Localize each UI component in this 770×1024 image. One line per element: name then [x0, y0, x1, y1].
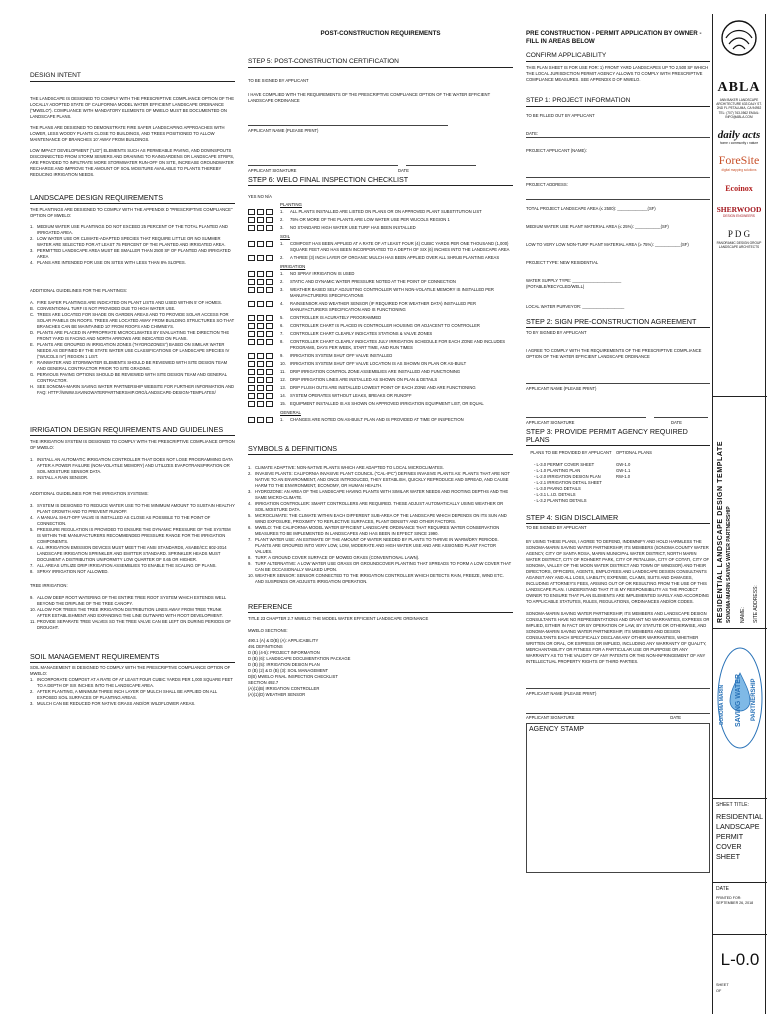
step6-title: STEP 6: WELO FINAL INSPECTION CHECKLIST	[248, 176, 513, 186]
checklist-number: 1.	[280, 271, 284, 276]
checklist-text: CONTROLLER IS ACURATELY PROGRAMMED	[290, 315, 382, 320]
checkbox-na[interactable]	[266, 315, 273, 321]
checkbox-no[interactable]	[257, 339, 264, 345]
irrigation-section-label: IRRIGATION	[280, 264, 306, 269]
step2-text: I AGREE TO COMPLY WITH THE REQUIREMENTS OF THE PRESCRIPTIVE COMPLIANCE OPTION OF THE WATER EFFICIENT LANDSCAPE ORDINANCE	[526, 348, 702, 359]
checkbox-no[interactable]	[257, 377, 264, 383]
checklist-row	[248, 279, 513, 285]
sherwood-logo: SHERWOOD	[716, 205, 762, 215]
definition-item: 10. WEATHER SENSOR: SENSOR CONNECTED TO THE IRRIGATION CONTROLLER WHICH DETECTS RAIN, FREEZE, WIND ETC. AND SUSPENDS OR ADJUSTS IRRIGATION OPERATION.	[248, 573, 504, 584]
mwelo-section-item: D(B) MWELO FINAL INSPECTION CHECKLIST	[248, 674, 338, 679]
definition-item: 7. PLANT WATER USE: AN ESTIMATE OF THE AMOUNT OF WATER NEEDED BY PLANTS TO THRIVE IN WARM/DRY PERIODS. PLANTS ARE GROUPED INTO VERY LOW, LOW, MODERATE AND HIGH WATER USE AND ARE ASSIGNED PLANT FACTOR VALUES.	[248, 537, 499, 554]
printed-date: PRINTED FOR: SEPTEMBER 26, 2018	[716, 896, 754, 905]
applicant-name-line-3[interactable]	[526, 679, 710, 689]
checkbox-na[interactable]	[266, 255, 273, 261]
checklist-text: EQUIPMENT INSTALLED IS AS SHOWN ON APPROVED IRRIGATION EQUIPMENT LIST, OR EQUAL	[290, 401, 484, 406]
irrigation-guidelines-list	[30, 503, 235, 575]
pdg-logo: P D G	[727, 228, 751, 239]
date-label-3: DATE	[670, 713, 710, 721]
column-pre-construction	[526, 30, 710, 873]
checklist-row	[248, 217, 513, 223]
sonoma-marin-text: SONOMA MARIN	[719, 684, 725, 725]
checklist-text: CONTROLLER CHART CLEARLY INDICATES STATIONS & VALVE ZONES	[290, 331, 433, 336]
list-item: 1. MEDIUM WATER USE PLANTINGS DO NOT EXCEED 25 PERCENT OF THE TOTAL PLANTED AND IRRIGATED AREA.	[30, 224, 228, 235]
checklist-number: 5.	[280, 315, 284, 320]
list-item: 5. PRESSURE REGULATION IS PROVIDED TO ENSURE THE DYNAMIC PRESSURE OF THE SYSTEM IS WITHIN THE MANUFACTURERS RECOMMENDED PRESSURE RANGE FOR THE IRRIGATION COMPONENTS.	[30, 527, 231, 544]
mwelo-section-item: D (B) (2) & D (B) (3): SOIL MANAGEMENT	[248, 668, 329, 673]
checklist-text: WEATHER BASED SELF ADJUSTING CONTROLLER WITH NON-VOLATILE MEMORY IS INSTALLED PER MANUFACTURERS SPECIFICATIONS	[290, 287, 494, 298]
checklist-text: IRRIGATION SYSTEM SHUT OFF VALVE LOCATION IS AS SHOWN ON PLAN OR AS-BUILT	[290, 361, 467, 366]
daily-acts-logo: daily acts	[717, 129, 761, 142]
step2-signed-note: TO BY SIGNED BY APPLICANT	[526, 330, 587, 335]
checkbox-no[interactable]	[257, 417, 264, 423]
checklist-number: 11.	[280, 369, 286, 374]
disclaimer-paragraph-1: BY USING THESE PLANS, I AGREE TO DEFEND, INDEMNIFY AND HOLD HARMLESS THE SONOMA-MARIN SAVING WATER PARTNERSHIP, ITS MEMBERS (SONOMA COUNTY WATER AGENCY, CITY OF SANTA ROSA, MARIN MUNICIPAL WATER DISTRICT, NORTH MARIN WATER DISTRICT, CITY OF ROHNERT PARK, CITY OF PETALUMA, CITY OF COTATI, CITY OF SONOMA, VALLEY OF THE MOON WATER DISTRICT AND TOWN OF WINDSOR) AND THEIR DIRECTORS, OFFICERS, AGENTS, EMPLOYEES AND LANDSCAPE DESIGN CONSULTANTS AGAINST ANY AND ALL LOSS, LIABILITY, EXPENSE, CLAIMS, SUITS AND DAMAGES, INCLUDING ATTORNEY'S FEES, ARISING OUT OF OR RESULTING FROM THE USE OF THIS LANDSCAPE PLAN. I UNDERSTAND THAT IT IS MY RESPONSIBILITY AS THE PROJECT OWNER TO ENSURE THAT PLAN ELEMENTS ARE IMPLEMENTED SAFELY AND ACCORDING TO APPLICABLE STATUTES, RULES, REGULATIONS, ORDINANCES AND/OR CODES.	[526, 539, 710, 604]
checklist-row	[248, 209, 513, 215]
definition-item: 6. MWELO: THE CALIFORNIA MODEL WATER EFFICIENT LANDSCAPE ORDINANCE THAT REQUIRES WATER CONSERVATION MEASURES TO BE IMPLEMENTED IN LANDSCAPES AND HAS BEEN IN EFFECT SINCE 1990.	[248, 525, 500, 536]
definition-item: 2. INVASIVE PLANTS: CALIFORNIA INVASIVE PLANT COUNCIL ("CAL-IPC") DEFINES INVASIVE PLANTS AS: PLANTS THAT ARE NOT NATIVE TO AN ENVIRONMENT, AND ONCE INTRODUCED, THEY ESTABLISH, QUICKLY REPRODUCE AND SPREAD, AND CAUSE HARM TO THE ENVIRONMENT, ECONOMY, OR HUMAN HEALTH.	[248, 471, 510, 488]
list-item: 11. PROVIDE SEPARATE TREE VALVES SO THE TREE VALVE CAN BE LEFT ON DURING PERIODS OF DROUGHT.	[30, 619, 231, 630]
checkbox-na[interactable]	[266, 393, 273, 399]
column-post-construction	[248, 30, 513, 698]
list-item: E. PLANTS ARE GROUPED IN IRRIGATION ZONES ("HYDROZONES") BASED ON SIMILAR WATER NEEDS AS DEFINED BY THE STATE WATER USE CLASSIFICATIONS OF LANDSCAPE SPECIES IV ("WUCOLS IV") REGION 1 LIST.	[30, 342, 230, 359]
irrigation-requirements-title: IRRIGATION DESIGN REQUIREMENTS AND GUIDELINES	[30, 426, 235, 436]
landscape-requirements-list	[30, 224, 235, 266]
date-label-2: DATE	[671, 420, 682, 425]
checklist-number: 1.	[280, 241, 284, 246]
foresite-logo: ForeSite	[718, 153, 760, 168]
daily-acts-tagline: home • community • nature	[719, 141, 759, 146]
sheet-number: L-0.0	[720, 950, 760, 969]
sheet-title: RESIDENTIAL LANDSCAPE PERMIT COVER SHEET	[716, 812, 763, 861]
step4-signed-note: TO BE SIGNED BY APPLICANT	[526, 525, 587, 530]
list-item: 8. SPRAY IRRIGATION NOT ALLOWED.	[30, 569, 109, 574]
date-line-2[interactable]	[654, 408, 708, 418]
checklist-text: 75% OR MORE OF THE PLANTS ARE LOW WATER USE PER WUCOLS REGION 1	[290, 217, 450, 222]
applicant-signature-line[interactable]	[248, 156, 398, 166]
checkbox-no[interactable]	[257, 301, 264, 307]
checklist-row	[248, 287, 513, 299]
checkbox-no[interactable]	[257, 225, 264, 231]
checklist-row	[248, 417, 513, 423]
checkbox-yes[interactable]	[248, 323, 255, 329]
checklist-row	[248, 353, 513, 359]
soil-requirements-intro: SOIL MANAGEMENT IS DESIGNED TO COMPLY WITH THE PRESCRIPTIVE COMPLIANCE OPTION OF MWELO:	[30, 665, 231, 676]
tree-irrigation-list	[30, 595, 235, 631]
optional-plan-item: GW-1.0	[616, 462, 631, 467]
required-plan-item: - L-2.0 IRRIGATION DESIGN PLAN	[534, 474, 601, 479]
planting-guidelines-list	[30, 300, 235, 396]
checkbox-na[interactable]	[266, 279, 273, 285]
name-field-label: NAME:	[740, 607, 746, 623]
confirm-applicability-text: THIS PLAN SHEET IS FOR USE FOR: 1) FRONT YARD LANDSCAPES UP TO 2,500 SF WHICH THE LOCAL JURISDICTION PERMIT AGENCY ALLOWS TO COMPLY WITH PRESCRIPTIVE COMPLIANCE MEASURES. SEE APPENDIX D OF MWELO.	[526, 65, 709, 82]
checklist-number: 1.	[280, 209, 284, 214]
checkbox-yes[interactable]	[248, 361, 255, 367]
checklist-row	[248, 385, 513, 391]
soil-section-label: SOIL	[280, 234, 291, 239]
post-construction-header: POST-CONSTRUCTION REQUIREMENTS	[320, 30, 441, 37]
project-applicant-line[interactable]	[526, 168, 710, 178]
mwelo-section-item: 491 DEFINITIONS	[248, 644, 283, 649]
site-address-field-label: SITE ADDRESS:	[753, 585, 759, 623]
planting-checklist	[248, 209, 513, 231]
checkbox-na[interactable]	[266, 287, 273, 293]
checklist-text: DRIP FLUSH OUTS ARE INSTALLED LOWEST POINT OF EACH ZONE AND ARE FUNCTIONING	[290, 385, 476, 390]
plans-optional-list	[616, 462, 630, 504]
checkbox-yes[interactable]	[248, 287, 255, 293]
checkbox-yes[interactable]	[248, 401, 255, 407]
checkbox-no[interactable]	[257, 361, 264, 367]
checklist-row	[248, 315, 513, 321]
checkbox-no[interactable]	[257, 323, 264, 329]
checkbox-na[interactable]	[266, 217, 273, 223]
irrigation-checklist	[248, 271, 513, 407]
list-item: 2. LOW WATER USE OR CLIMATE-ADAPTED SPECIES THAT REQUIRE LITTLE OR NO SUMMER WATER ARE SELECTED FOR AT LEAST 75 PERCENT OF THE PLANTED AND IRRIGATED AREA.	[30, 236, 226, 247]
required-plan-item: - L-2.1 IRRIGATION DETAIL SHEET	[534, 480, 602, 485]
mwelo-section-item: 490.1 (A) & D(B) (A): APPLICABILITY	[248, 638, 319, 643]
checkbox-no[interactable]	[257, 209, 264, 215]
checkbox-na[interactable]	[266, 401, 273, 407]
checklist-text: SYSTEM OPERATES WITHOUT LEAKS, BREAKS OR RUNOFF	[290, 393, 412, 398]
checklist-text: NO SPRAY IRRIGATION IS USED	[290, 271, 355, 276]
checkbox-no[interactable]	[257, 217, 264, 223]
planting-section-label: PLANTING	[280, 202, 302, 207]
checklist-number: 14.	[280, 393, 286, 398]
mwelo-section-item: D (B) (4-5): PROJECT INFORMATION	[248, 650, 320, 655]
sheet-of-label: SHEET OF	[716, 983, 729, 993]
ecoinox-logo: Ecoinox	[725, 184, 753, 194]
definition-item: 1. CLIMATE ADAPTIVE: NON-NATIVE PLANTS WHICH ARE ADAPTED TO LOCAL MICROCLIMATES.	[248, 465, 444, 470]
soil-requirements-list	[30, 677, 235, 707]
checklist-row	[248, 225, 513, 231]
required-plan-item: - L-1.0 PLANTING PLAN	[534, 468, 581, 473]
checkbox-na[interactable]	[266, 271, 273, 277]
checkbox-no[interactable]	[257, 385, 264, 391]
list-item: 9. ALLOW DEEP ROOT WATERING OF THE ENTIRE TREE ROOT SYSTEM WHICH EXTENDS WELL BEYOND THE DRIPLINE OF THE TREE CANOPY.	[30, 595, 227, 606]
applicant-signature-label-3: APPLICANT SIGNATURE	[526, 713, 670, 721]
checklist-text: CHANGES ARE NOTED ON AS-BUILT PLAN AND IS PROVIDED AT TIME OF INSPECTION	[290, 417, 464, 422]
list-item: 3. SYSTEM IS DESIGNED TO REDUCE WATER USE TO THE MINIMUM AMOUNT TO SUSTAIN HEALTHY PLANT GROWTH AND TO PREVENT RUNOFF.	[30, 503, 235, 514]
step3-title: STEP 3: PROVIDE PERMIT AGENCY REQUIRED PLANS	[526, 428, 710, 446]
step5-title: STEP 5: POST-CONSTRUCTION CERTIFICATION	[248, 58, 513, 68]
plans-optional-header: OPTIONAL PLANS	[616, 450, 652, 455]
water-purveyor-field[interactable]: LOCAL WATER PURVEYOR: __________________	[526, 304, 625, 309]
checklist-text: COMPOST HAS BEEN APPLIED AT A RATE OF AT LEAST FOUR (4) CUBIC YARDS PER ONE THOUSAND (1,000) SQUARE FEET AND HAS BEEN INCORPORATED TO A DEPTH OF SIX (6) INCHES INTO THE LANDSCAPE AREA	[290, 241, 510, 252]
checkbox-na[interactable]	[266, 377, 273, 383]
design-intent-paragraph-1: THE LANDSCAPE IS DESIGNED TO COMPLY WITH THE PRESCRIPTIVE COMPLIANCE OPTION OF THE LOCALLY ADOPTED STATE OF CALIFORNIA MODEL WATER EFFICIENT LANDSCAPE ORDINANCE ("MWELO"). COMPLIANCE WITH MANDATORY ELEMENTS OF MWELO MUST BE DOCUMENTED ON LANDSCAPE PLANS.	[30, 96, 235, 119]
design-intent-title: DESIGN INTENT	[30, 72, 235, 82]
checklist-row	[248, 241, 513, 253]
list-item: 3. MULCH CAN BE REDUCED FOR NATIVE GRASS AND/OR WILDFLOWER AREAS.	[30, 701, 196, 706]
step5-signed-note: TO BE SIGNED BY APPLICANT	[248, 78, 309, 83]
checkbox-yes[interactable]	[248, 209, 255, 215]
list-item: 1. INCORPORATE COMPOST AT A RATE OF AT LEAST FOUR CUBIC YARDS PER 1,000 SQUARE FEET TO A DEPTH OF SIX INCHES INTO THE LANDSCAPE AREA.	[30, 677, 233, 688]
step2-title: STEP 2: SIGN PRE-CONSTRUCTION AGREEMENT	[526, 318, 710, 328]
mwelo-sections-label: MWELO SECTIONS:	[248, 628, 288, 633]
step4-title: STEP 4: SIGN DISCLAIMER	[526, 514, 710, 524]
step1-title: STEP 1: PROJECT INFORMATION	[526, 97, 710, 107]
irrigation-guidelines-label: ADDITIONAL GUIDELINES FOR THE IRRIGATION SYSTEMS:	[30, 491, 149, 496]
pdg-tagline: PANORAMIC DESIGN GROUP LANDSCAPE ARCHITECTS	[716, 240, 762, 249]
list-item: A. FIRE SAFER PLANTINGS ARE INDICATED ON PLANT LISTS AND USED WITHIN 5' OF HOMES.	[30, 300, 222, 305]
general-checklist	[248, 417, 513, 423]
checkbox-yes[interactable]	[248, 339, 255, 345]
list-item: H. SEE SONOMA-MARIN SAVING WATER PARTNERSHIP WEBSITE FOR FURTHER INFORMATION AND FAQ: HTTP://WWW.SAVINGWATERPARTNERSHIP.ORG/LANDSCAPE-DESIGN-TEMPLATES/	[30, 384, 235, 395]
applicant-signature-line-2[interactable]	[526, 408, 646, 418]
applicant-name-line[interactable]	[248, 116, 448, 126]
project-type: PROJECT TYPE: NEW RESIDENTIAL	[526, 260, 599, 265]
soil-checklist	[248, 241, 513, 261]
checkbox-yes[interactable]	[248, 225, 255, 231]
checklist-row	[248, 323, 513, 329]
list-item: 2. AFTER PLANTING, A MINIMUM THREE INCH LAYER OF MULCH SHALL BE APPLIED ON ALL EXPOSED SOIL SURFACES OF PLANTING AREAS.	[30, 689, 218, 700]
yes-no-na-header: YES NO N/A	[248, 194, 272, 199]
checkbox-yes[interactable]	[248, 385, 255, 391]
checklist-text: DRIP IRRIGATION LINES ARE INSTALLED AS SHOWN ON PLAN & DETAILS	[290, 377, 438, 382]
checkbox-yes[interactable]	[248, 417, 255, 423]
mwelo-section-item: D (B) (6): LANDSCAPE DOCUMENTATION PACKAGE	[248, 656, 351, 661]
checkbox-yes[interactable]	[248, 331, 255, 337]
checklist-text: IRRIGATION SYSTEM SHUT OFF VALVE INSTALLED	[290, 353, 393, 358]
checkbox-no[interactable]	[257, 255, 264, 261]
checklist-number: 12.	[280, 377, 286, 382]
low-area-field[interactable]: LOW TO VERY LOW NON-TURF PLANT MATERIAL AREA (≥ 75%): ___________(SF)	[526, 242, 689, 247]
abla-logo-mark-icon	[717, 18, 761, 58]
checkbox-yes[interactable]	[248, 377, 255, 383]
checklist-text: ALL PLANTS INSTALLED ARE LISTED ON PLANS OR ON APPROVED PLANT SUBSTITUTION LIST	[290, 209, 482, 214]
checklist-row	[248, 401, 513, 407]
mwelo-sections-list	[248, 638, 513, 698]
checklist-number: 2.	[280, 255, 284, 260]
checklist-number: 1.	[280, 417, 284, 422]
date-label: DATE	[398, 168, 409, 173]
step5-text: I HAVE COMPLIED WITH THE REQUIREMENTS OF THE PRESCRIPTIVE COMPLIANCE OPTION OF THE WATER EFFICIENT LANDSCAPE ORDINANCE	[248, 92, 491, 103]
applicant-name-label-2: APPLICANT NAME (PLEASE PRINT)	[526, 386, 597, 391]
plans-required-list	[526, 462, 616, 504]
planting-guidelines-label: ADDITIONAL GUIDELINES FOR THE PLANTINGS:	[30, 288, 128, 293]
required-plan-item: - L-3.2 PLANTING DETAILS	[534, 498, 587, 503]
optional-plan-item: RW-1.0	[616, 474, 631, 479]
soil-requirements-title: SOIL MANAGEMENT REQUIREMENTS	[30, 653, 235, 663]
applicant-name-label: APPLICANT NAME (PLEASE PRINT)	[248, 128, 319, 133]
checklist-row	[248, 301, 513, 313]
list-item: 6. ALL IRRIGATION EMISSION DEVICES MUST MEET THE ANSI STANDARDS, ASABE/ICC 802-2014 LANDSCAPE IRRIGATION SPRINKLER AND EMITTER STANDARD. SPRINKLER HEADS MUST DOCUMENT A DISTRIBUTION UNIFORMITY LOW QUARTER OF 0.65 OR HIGHER.	[30, 545, 227, 562]
checkbox-na[interactable]	[266, 339, 273, 345]
general-section-label: GENERAL	[280, 410, 301, 415]
checklist-number: 8.	[280, 339, 284, 344]
checkbox-na[interactable]	[266, 225, 273, 231]
list-item: 2. INSTALL A RAIN SENSOR.	[30, 475, 89, 480]
applicant-name-label-3: APPLICANT NAME (PLEASE PRINT)	[526, 691, 597, 696]
checklist-number: 6.	[280, 323, 284, 328]
landscape-requirements-title: LANDSCAPE DESIGN REQUIREMENTS	[30, 194, 235, 204]
definition-item: 9. TURF ALTERNATIVE: A LOW WATER USE GRASS OR GROUNDCOVER PLANTING THAT SPREADS TO FORM A LOW COVER THAT CAN BE OCCASIONALLY WALKED UPON.	[248, 561, 512, 572]
checklist-number: 2.	[280, 217, 284, 222]
checklist-number: 13.	[280, 385, 286, 390]
required-plan-item: - L-3.0 PAVING DETAILS	[534, 486, 581, 491]
irrigation-requirements-list	[30, 457, 235, 481]
template-title: RESIDENTIAL LANDSCAPE DESIGN TEMPLATE	[717, 440, 724, 623]
list-item: 7. ALL AREAS UTILIZE DRIP IRRIGATION ASSEMBLIES TO ENABLE THE SCALING OF PLANS.	[30, 563, 217, 568]
plans-required-header: PLANS TO BE PROVIDED BY APPLICANT	[530, 450, 612, 455]
checkbox-yes[interactable]	[248, 393, 255, 399]
checkbox-na[interactable]	[266, 353, 273, 359]
checkbox-yes[interactable]	[248, 301, 255, 307]
checkbox-yes[interactable]	[248, 255, 255, 261]
checklist-text: STATIC AND DYNAMIC WATER PRESSURE NOTED AT THE POINT OF CONNECTION	[290, 279, 456, 284]
checklist-text: NO STANDARD HIGH WATER USE TURF HAS BEEN INSTALLED	[290, 225, 416, 230]
project-address-line[interactable]	[526, 190, 710, 200]
title-block	[712, 14, 766, 1014]
checklist-text: CONTROLLER CHART IS PLACED IN CONTROLLER HOUSING OR ADJACENT TO CONTROLLER	[290, 323, 480, 328]
checklist-row	[248, 361, 513, 367]
abla-address: ANN BAKER LANDSCAPE ARCHITECTURE 633 DALY ST. 2ND FL PETALUMA, CA 94952 TEL: (707) 763-0562 EMAIL: INFO@ABLA.COM	[716, 98, 762, 119]
date-label-block: DATE	[716, 886, 729, 892]
checklist-number: 4.	[280, 301, 284, 306]
date-line[interactable]	[406, 156, 476, 166]
date-field[interactable]: DATE:	[526, 131, 710, 138]
checklist-number: 10.	[280, 361, 286, 366]
list-item: F. RAINWATER AND STORMWATER ELEMENTS SHOULD BE REVIEWED WITH SITE DESIGN TEAM AND GENERAL CONTRACTOR PRIOR TO SITE GRADING.	[30, 360, 228, 371]
required-plan-item: - L-3.0 PERMIT COVER SHEET	[534, 462, 595, 467]
foresite-tagline: digital mapping solutions	[721, 168, 757, 173]
optional-plan-item: GW-1.1	[616, 468, 631, 473]
applicant-signature-label: APPLICANT SIGNATURE	[248, 168, 297, 173]
checkbox-yes[interactable]	[248, 271, 255, 277]
checkbox-no[interactable]	[257, 331, 264, 337]
list-item: G. PERVIOUS PAVING OPTIONS SHOULD BE REVIEWED WITH SITE DESIGN TEAM AND GENERAL CONTRACTOR.	[30, 372, 227, 383]
checklist-text: CONTROLLER CHART CLEARLY INDICATES JULY IRRIGATION SCHEDULE FOR EACH ZONE AND INCLUDES PROGRAMS, DAYS PER WEEK, START TIME, AND RUN TIMES	[290, 339, 506, 350]
checklist-number: 3.	[280, 287, 284, 292]
checklist-number: 15.	[280, 401, 286, 406]
mwelo-section-item: (A)(1)(D) WEATHER SENSOR	[248, 692, 306, 697]
landscape-requirements-intro: THE PLANTINGS ARE DESIGNED TO COMPLY WITH THE APPENDIX D "PRESCRIPTIVE COMPLIANCE" OPTION OF MWELO:	[30, 207, 233, 218]
required-plan-item: - L-3.1 L.I.D. DETAILS	[534, 492, 576, 497]
checklist-row	[248, 255, 513, 261]
checkbox-no[interactable]	[257, 271, 264, 277]
list-item: 4. PLANS ARE INTENDED FOR USE ON SITES WITH LESS THAN 8% SLOPES.	[30, 260, 186, 265]
symbols-list	[248, 465, 513, 585]
irrigation-requirements-intro: THE IRRIGATION SYSTEM IS DESIGNED TO COMPLY WITH THE PRESCRIPTIVE COMPLIANCE OPTION OF MWELO:	[30, 439, 235, 450]
mwelo-section-item: (A)(1)(B) IRRIGATION CONTROLLER	[248, 686, 320, 691]
design-intent-paragraph-3: LOW IMPACT DEVELOPMENT ("LID") ELEMENTS SUCH AS PERMEABLE PAVING, AND DOWNSPOUTS DISCONNECTED FROM STORM SEWERS AND DRAINING TO RAINGARDENS OR LANDSCAPE STRIPS, ARE PROVIDED TO INFILTRATE MORE STORMWATER RUN-OFF ON SITE, INCREASE GROUNDWATER RECHARGE AND IMPROVE THE AMOUNT OF SOIL MOISTURE AVAILABLE TO PLANTS THEREBY REDUCING IRRIGATION NEEDS.	[30, 148, 235, 177]
checkbox-no[interactable]	[257, 369, 264, 375]
definition-item: 3. HYDROZONE: AN AREA OF THE LANDSCAPE HAVING PLANTS WITH SIMILAR WATER NEEDS AND ROOTING DEPTHS AND THE SAME MICRO-CLIMATE.	[248, 489, 509, 500]
definition-item: 8. TURF: A GROUND COVER SURFACE OF MOWED GRASS (CONVENTIONAL LAWN).	[248, 555, 420, 560]
list-item: B. CONVENTIONAL TURF IS NOT PROVIDED DUE TO HIGH WATER USE.	[30, 306, 176, 311]
checkbox-na[interactable]	[266, 369, 273, 375]
applicant-signature-label-2: APPLICANT SIGNATURE	[526, 420, 575, 425]
checkbox-na[interactable]	[266, 301, 273, 307]
medium-area-field[interactable]: MEDIUM WATER USE PLANT MATERIAL AREA (≤ 25%): ___________(SF)	[526, 224, 669, 229]
saving-water-text: SAVING WATER	[735, 673, 742, 727]
abla-logo-text: ABLA	[717, 80, 761, 95]
sheet-title-label: SHEET TITLE:	[716, 802, 749, 808]
checklist-text: A THREE (3) INCH LAYER OF ORGANIC MULCH HAS BEEN APPLIED OVER ALL SHRUB PLANTING AREAS	[290, 255, 500, 260]
list-item: 1. INSTALL AN AUTOMATIC IRRIGATION CONTROLLER THAT DOES NOT LOSE PROGRAMMING DATA AFTER A POWER FAILURE (NON-VOLATILE MEMORY) AND UTILIZES EVAPOTRANSPIRATION OR SOIL MOISTURE SENSOR DATA.	[30, 457, 233, 474]
template-subtitle: SONOMA-MARIN SAVING WATER PARTNERSHIP	[726, 506, 732, 623]
checkbox-no[interactable]	[257, 241, 264, 247]
checklist-row	[248, 393, 513, 399]
column-design-requirements	[30, 64, 235, 707]
checkbox-na[interactable]	[266, 241, 273, 247]
pre-construction-header: PRE CONSTRUCTION - PERMIT APPLICATION BY OWNER - FILL IN AREAS BELOW	[526, 30, 702, 45]
definition-item: 4. IRRIGATION CONTROLLER: SMART CONTROLLERS ARE REQUIRED. THESE ADJUST AUTOMATICALLY USING WEATHER OR SOIL MOISTURE DATA.	[248, 501, 504, 512]
checkbox-na[interactable]	[266, 417, 273, 423]
checkbox-na[interactable]	[266, 361, 273, 367]
agency-stamp-label: AGENCY STAMP	[529, 726, 584, 733]
reference-text: TITLE 23 CHAPTER 2.7 MWELO: THE MODEL WATER EFFICIENT LANDSCAPE ORDINANCE	[248, 616, 429, 621]
checkbox-yes[interactable]	[248, 241, 255, 247]
applicant-name-line-2[interactable]	[526, 374, 710, 384]
definition-item: 5. MICROCLIMATE: THE CLIMATE WITHIN EACH DIFFERENT SUB-AREA OF THE LANDSCAPE WHICH DEPENDS ON ITS SUN AND WIND EXPOSURE, PROXIMITY TO REFLECTIVE SURFACES, PLANT DENSITY AND OTHER FACTORS.	[248, 513, 507, 524]
step1-fill-note: TO BE FILLED OUT BY APPLICANT	[526, 113, 595, 118]
agency-stamp-box	[526, 723, 710, 873]
checkbox-na[interactable]	[266, 331, 273, 337]
sherwood-tagline: DESIGN ENGINEERS	[723, 214, 755, 219]
checkbox-na[interactable]	[266, 209, 273, 215]
checklist-row	[248, 271, 513, 277]
list-item: C. TREES ARE LOCATED FOR SHADE ON GARDEN AREAS AND TO PROVIDE SOLAR ACCESS FOR SOLAR PANELS ON ROOFS. TREES ARE LOCATED AWAY FROM BUILDING STRUCTURES SO THAT BRANCHES CAN BE MAINTAINED 10' FROM ROOFS AND CHIMNEYS.	[30, 312, 235, 329]
checklist-row	[248, 377, 513, 383]
mwelo-section-item: SECTION 492.7	[248, 680, 279, 685]
checklist-row	[248, 369, 513, 375]
design-intent-paragraph-2: THE PLANS ARE DESIGNED TO DEMONSTRATE FIRE SAFER LANDSCAPING APPROACHES WITH LOWER, LESS WOODY PLANTS CLOSE TO BUILDINGS, AND TREES POSITIONED TO ALLOW MAINTENANCE OF BRANCHES 10' AWAY FROM BUILDINGS.	[30, 125, 225, 142]
checkbox-yes[interactable]	[248, 315, 255, 321]
water-supply-field[interactable]: WATER SUPPLY TYPE: _____________________ (POTABLE/RECYCLED/WELL)	[526, 278, 622, 289]
total-area-field[interactable]: TOTAL PROJECT LANDSCAPE AREA (≤ 2500): _____________(SF)	[526, 206, 656, 211]
mwelo-section-item: D (B) (5): IRRIGATION DESIGN PLAN	[248, 662, 320, 667]
confirm-applicability-title: CONFIRM APPLICABILITY	[526, 52, 710, 62]
checklist-text: RAINSENSOR AND WEATHER SENSOR (IF REQUIRED FOR WEATHER DATA) INSTALLED PER MANUFACTURERS SPECIFICATION AND IS FUNCTIONING	[290, 301, 476, 312]
checklist-row	[248, 331, 513, 337]
checkbox-na[interactable]	[266, 323, 273, 329]
checklist-number: 9.	[280, 353, 284, 358]
tree-irrigation-label: TREE IRRIGATION:	[30, 583, 68, 588]
reference-title: REFERENCE	[248, 603, 513, 613]
checklist-number: 3.	[280, 225, 284, 230]
list-item: 10. ALLOW FOR TREES THE TREE IRRIGATION DISTRIBUTION LINES AWAY FROM TREE TRUNK AFTER ESTABLISHMENT AND EXPANDING THE LINE OUTWARD WITH ROOT DEVELOPMENT.	[30, 607, 223, 618]
checkbox-no[interactable]	[257, 287, 264, 293]
checkbox-no[interactable]	[257, 315, 264, 321]
checkbox-yes[interactable]	[248, 353, 255, 359]
checkbox-yes[interactable]	[248, 279, 255, 285]
list-item: 4. A MANUAL SHUT-OFF VALVE IS INSTALLED AS CLOSE AS POSSIBLE TO THE POINT OF CONNECTION.	[30, 515, 211, 526]
disclaimer-paragraph-2: SONOMA-MARIN SAVING WATER PARTNERSHIP, ITS MEMBERS AND LANDSCAPE DESIGN CONSULTANTS HAVE NO REPRESENTATIONS AND GRANT NO WARRANTIES, EXPRESS OR IMPLIED, EITHER IN FACT OR BY OPERATION OF LAW, BY STATUTE OR OTHERWISE, AND SONOMA-MARIN SAVING WATER PARTNERSHIP, ITS MEMBERS AND DESIGN CONSULTANTS EACH SPECIFICALLY DISCLAIM ANY OTHER WARRANTIES, WHETHER WRITTEN OR ORAL, OR EXPRESS OR IMPLIED, INCLUDING ANY WARRANTY OF QUALITY, MERCHANTABILITY OR FITNESS FOR A PARTICULAR USE OR PURPOSE OR ANY WARRANTY AS TO THE VALIDITY OF ANY PATENTS OR THE NON-INFRINGEMENT OF ANY INTELLECTUAL PROPERTY RIGHTS OF THIRD PARTIES.	[526, 611, 710, 664]
symbols-title: SYMBOLS & DEFINITIONS	[248, 445, 513, 455]
checkbox-na[interactable]	[266, 385, 273, 391]
project-address-field[interactable]: PROJECT ADDRESS:	[526, 182, 568, 187]
checklist-number: 7.	[280, 331, 284, 336]
checkbox-yes[interactable]	[248, 369, 255, 375]
checkbox-no[interactable]	[257, 353, 264, 359]
partnership-text: PARTNERSHIP	[751, 678, 757, 721]
checkbox-no[interactable]	[257, 279, 264, 285]
checklist-number: 2.	[280, 279, 284, 284]
list-item: D. PLANTS ARE PLACED IN APPROPRIATE MICROCLIMATES BY EVALUATING THE DIRECTION THE FRONT YARD IS FACING AND NORTH ARROWS ARE INDICATED ON PLANS.	[30, 330, 230, 341]
checkbox-no[interactable]	[257, 401, 264, 407]
checklist-row	[248, 339, 513, 351]
checkbox-yes[interactable]	[248, 217, 255, 223]
checklist-text: DRIP IRRIGATION CONTROL ZONE ASSEMBLIES ARE INSTALLED AND FUNCTIONING	[290, 369, 461, 374]
list-item: 3. PERMITTED LANDSCAPE AREA MUST BE SMALLER THAN 2500 SF OF PLANTED AND IRRIGATED AREA	[30, 248, 231, 259]
project-applicant-field[interactable]: PROJECT APPLICANT (NAME):	[526, 148, 587, 153]
checkbox-no[interactable]	[257, 393, 264, 399]
